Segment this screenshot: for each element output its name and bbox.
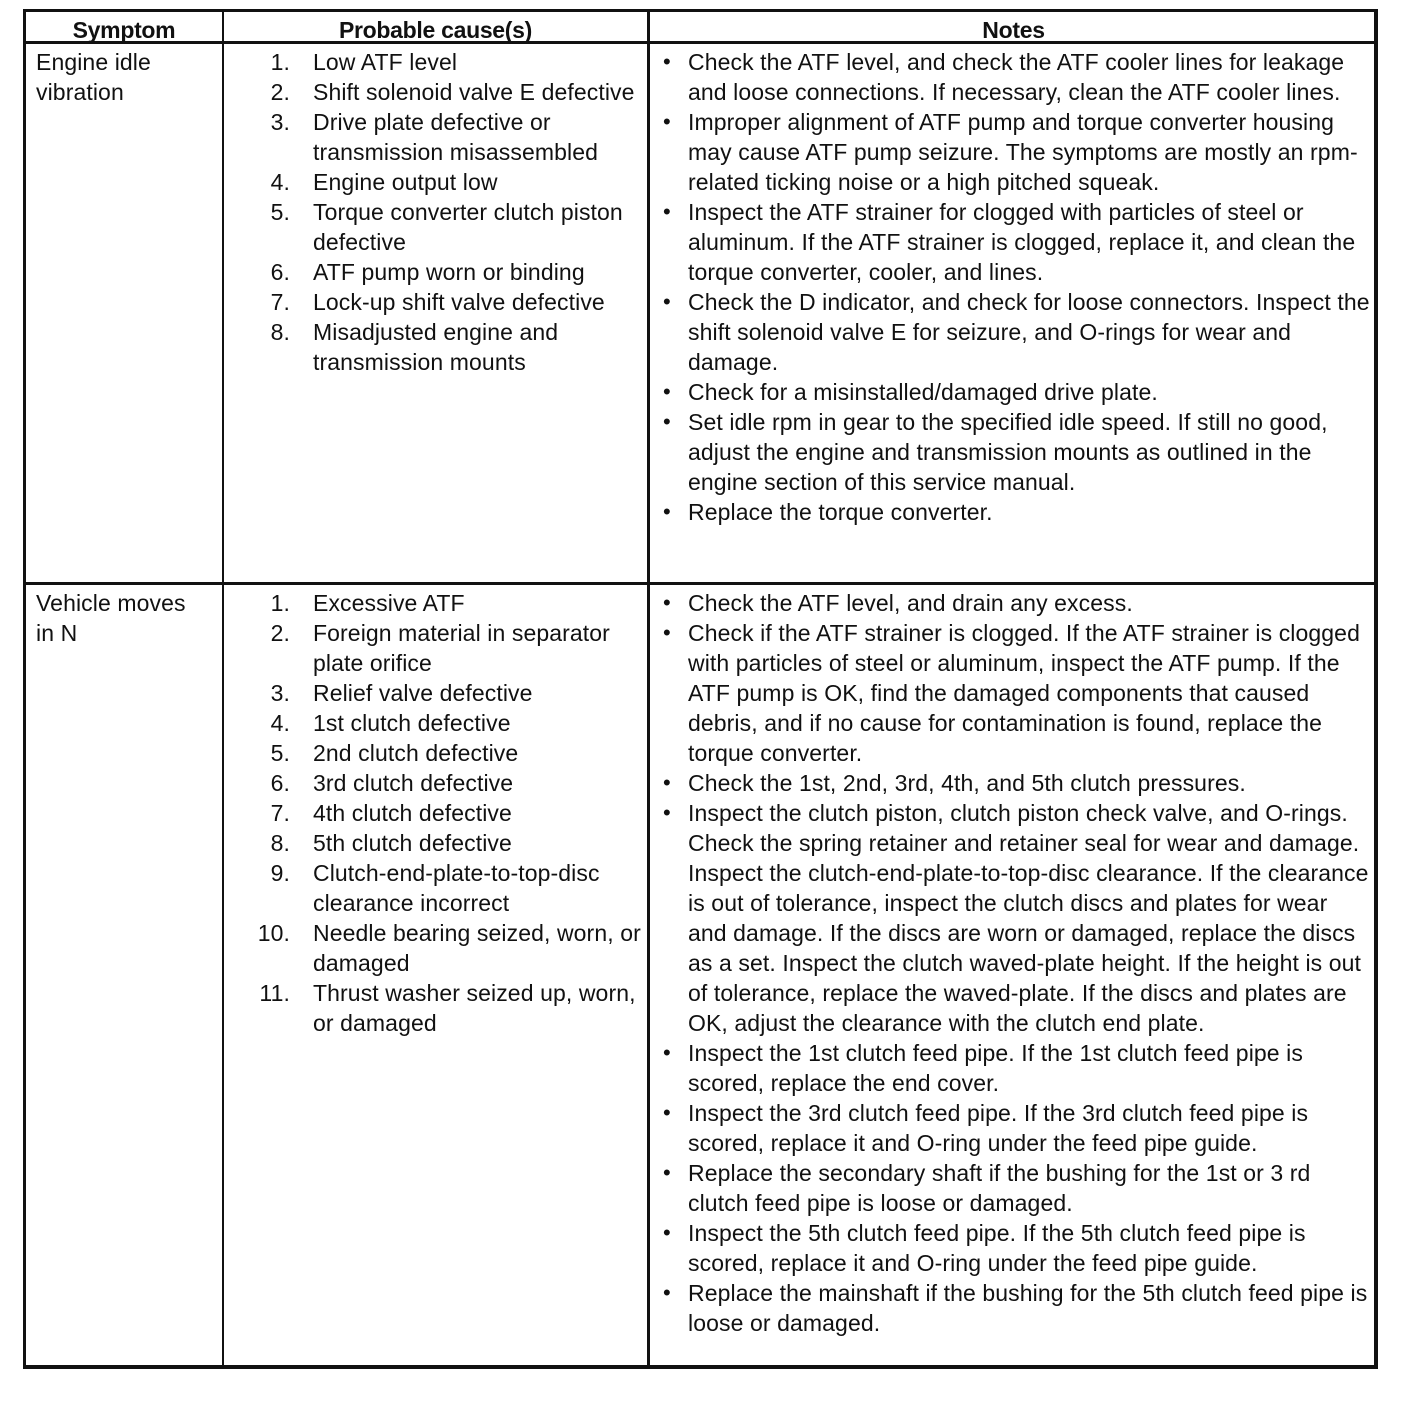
cause-number: 8. (270, 319, 290, 345)
note-item (660, 197, 1372, 287)
cause-text: Lock-up shift valve defective (313, 289, 605, 315)
bullet-icon: • (663, 109, 671, 134)
cause-item (226, 678, 646, 708)
note-item (660, 1278, 1372, 1338)
cause-item (226, 107, 646, 167)
cause-number: 3. (270, 109, 290, 135)
cause-item (226, 858, 646, 918)
bullet-icon: • (663, 199, 671, 224)
table-row (26, 44, 1374, 585)
symptom-text: vibration (36, 79, 124, 105)
cause-number: 5. (270, 199, 290, 225)
cause-item (226, 287, 646, 317)
cause-item (226, 738, 646, 768)
cause-number: 6. (270, 259, 290, 285)
cause-number: 6. (270, 770, 290, 796)
bullet-icon: • (663, 800, 671, 825)
note-item (660, 47, 1372, 107)
note-item (660, 107, 1372, 197)
cause-item (226, 317, 646, 377)
cause-number: 3. (270, 680, 290, 706)
cause-item (226, 708, 646, 738)
notes-cell (660, 585, 1372, 1338)
cause-item (226, 167, 646, 197)
table-header-row (26, 12, 1374, 44)
notes-cell (660, 44, 1372, 527)
cause-item (226, 197, 646, 257)
note-text: Improper alignment of ATF pump and torque converter housing may cause ATF pump seizure. The symptoms are mostly an rpm-related ticking noise or a high pitched squeak. (688, 109, 1358, 195)
note-item (660, 1098, 1372, 1158)
cause-text: 1st clutch defective (313, 710, 511, 736)
note-text: Replace the secondary shaft if the bushing for the 1st or 3 rd clutch feed pipe is loose or damaged. (688, 1160, 1311, 1216)
cause-text: Misadjusted engine and transmission mounts (313, 319, 559, 375)
bullet-icon: • (663, 1160, 671, 1185)
cause-number: 7. (270, 800, 290, 826)
cause-text: Drive plate defective or transmission misassembled (313, 109, 598, 165)
bullet-icon: • (663, 620, 671, 645)
cause-text: Shift solenoid valve E defective (313, 79, 635, 105)
cause-number: 1. (270, 590, 290, 616)
cause-item (226, 618, 646, 678)
cause-number: 8. (270, 830, 290, 856)
note-item (660, 798, 1372, 1038)
bullet-icon: • (663, 49, 671, 74)
cause-number: 1. (270, 49, 290, 75)
note-text: Replace the mainshaft if the bushing for the 5th clutch feed pipe is loose or damaged. (688, 1280, 1368, 1336)
cause-item (226, 918, 646, 978)
cause-text: Engine output low (313, 169, 498, 195)
note-text: Check for a misinstalled/damaged drive plate. (688, 379, 1158, 405)
bullet-icon: • (663, 770, 671, 795)
note-text: Check the ATF level, and drain any excess. (688, 590, 1133, 616)
note-item (660, 287, 1372, 377)
table-row (26, 585, 1374, 1365)
note-text: Inspect the clutch piston, clutch piston check valve, and O-rings. Check the spring retainer and retainer seal for wear and damage. Inspect the clutch-end-plate-to-top-disc clearance. If the clearance is out of tolerance, inspect the clutch discs and plates for wear and damage. If the discs are worn or damaged, replace the discs as a set. Inspect the clutch waved-plate height. If the height is out of tolerance, replace the waved-plate. If the discs and plates are OK, adjust the clearance with the clutch end plate. (688, 800, 1369, 1036)
note-item (660, 1038, 1372, 1098)
cause-text: 2nd clutch defective (313, 740, 519, 766)
cause-number: 2. (270, 79, 290, 105)
header-symptom: Symptom (72, 17, 176, 43)
note-item (660, 377, 1372, 407)
cause-number: 2. (270, 620, 290, 646)
cause-text: 4th clutch defective (313, 800, 512, 826)
cause-number: 4. (270, 169, 290, 195)
note-item (660, 1158, 1372, 1218)
cause-number: 4. (270, 710, 290, 736)
note-text: Check the D indicator, and check for loose connectors. Inspect the shift solenoid valve E for seizure, and O-rings for wear and damage. (688, 289, 1370, 375)
note-text: Inspect the ATF strainer for clogged with particles of steel or aluminum. If the ATF strainer is clogged, replace it, and clean the torque converter, cooler, and lines. (688, 199, 1356, 285)
cause-number: 9. (270, 860, 290, 886)
cause-number: 5. (270, 740, 290, 766)
cause-item (226, 978, 646, 1038)
note-text: Inspect the 3rd clutch feed pipe. If the 3rd clutch feed pipe is scored, replace it and O-ring under the feed pipe guide. (688, 1100, 1309, 1156)
note-text: Set idle rpm in gear to the specified idle speed. If still no good, adjust the engine and transmission mounts as outlined in the engine section of this service manual. (688, 409, 1328, 495)
note-text: Check the 1st, 2nd, 3rd, 4th, and 5th clutch pressures. (688, 770, 1246, 796)
note-item (660, 768, 1372, 798)
bullet-icon: • (663, 499, 671, 524)
header-notes: Notes (982, 17, 1045, 43)
symptom-text: Engine idle (36, 49, 151, 75)
causes-cell (226, 44, 646, 377)
troubleshooting-table (23, 9, 1378, 1369)
cause-text: Clutch-end-plate-to-top-disc clearance incorrect (313, 860, 600, 916)
cause-text: Relief valve defective (313, 680, 533, 706)
note-item (660, 497, 1372, 527)
symptom-cell (36, 585, 218, 648)
cause-text: Torque converter clutch piston defective (313, 199, 623, 255)
note-item (660, 1218, 1372, 1278)
note-text: Check if the ATF strainer is clogged. If the ATF strainer is clogged with particles of steel or aluminum, inspect the ATF pump. If the ATF pump is OK, find the damaged components that caused debris, and if no cause for contamination is found, replace the torque converter. (688, 620, 1360, 766)
cause-text: 3rd clutch defective (313, 770, 514, 796)
cause-item (226, 588, 646, 618)
cause-text: Low ATF level (313, 49, 458, 75)
cause-item (226, 77, 646, 107)
cause-item (226, 828, 646, 858)
symptom-cell (36, 44, 218, 107)
cause-text: Excessive ATF (313, 590, 465, 616)
causes-cell (226, 585, 646, 1038)
cause-text: Needle bearing seized, worn, or damaged (313, 920, 641, 976)
cause-number: 10. (257, 920, 290, 946)
header-probable-causes: Probable cause(s) (338, 17, 533, 43)
note-text: Inspect the 5th clutch feed pipe. If the 5th clutch feed pipe is scored, replace it and O-ring under the feed pipe guide. (688, 1220, 1306, 1276)
bullet-icon: • (663, 289, 671, 314)
cause-item (226, 47, 646, 77)
cause-item (226, 768, 646, 798)
cause-item (226, 257, 646, 287)
note-text: Replace the torque converter. (688, 499, 993, 525)
note-text: Inspect the 1st clutch feed pipe. If the 1st clutch feed pipe is scored, replace the end cover. (688, 1040, 1303, 1096)
bullet-icon: • (663, 1220, 671, 1245)
cause-number: 7. (270, 289, 290, 315)
symptom-text: Vehicle moves (36, 590, 186, 616)
cause-text: ATF pump worn or binding (313, 259, 585, 285)
note-item (660, 407, 1372, 497)
cause-text: Thrust washer seized up, worn, or damaged (313, 980, 636, 1036)
cause-item (226, 798, 646, 828)
bullet-icon: • (663, 1280, 671, 1305)
cause-text: 5th clutch defective (313, 830, 512, 856)
cause-text: Foreign material in separator plate orifice (313, 620, 610, 676)
note-item (660, 588, 1372, 618)
bullet-icon: • (663, 379, 671, 404)
bullet-icon: • (663, 409, 671, 434)
bullet-icon: • (663, 1100, 671, 1125)
cause-number: 11. (259, 980, 290, 1006)
symptom-text: in N (36, 620, 78, 646)
note-text: Check the ATF level, and check the ATF cooler lines for leakage and loose connections. If necessary, clean the ATF cooler lines. (688, 49, 1345, 105)
note-item (660, 618, 1372, 768)
bullet-icon: • (663, 590, 671, 615)
bullet-icon: • (663, 1040, 671, 1065)
